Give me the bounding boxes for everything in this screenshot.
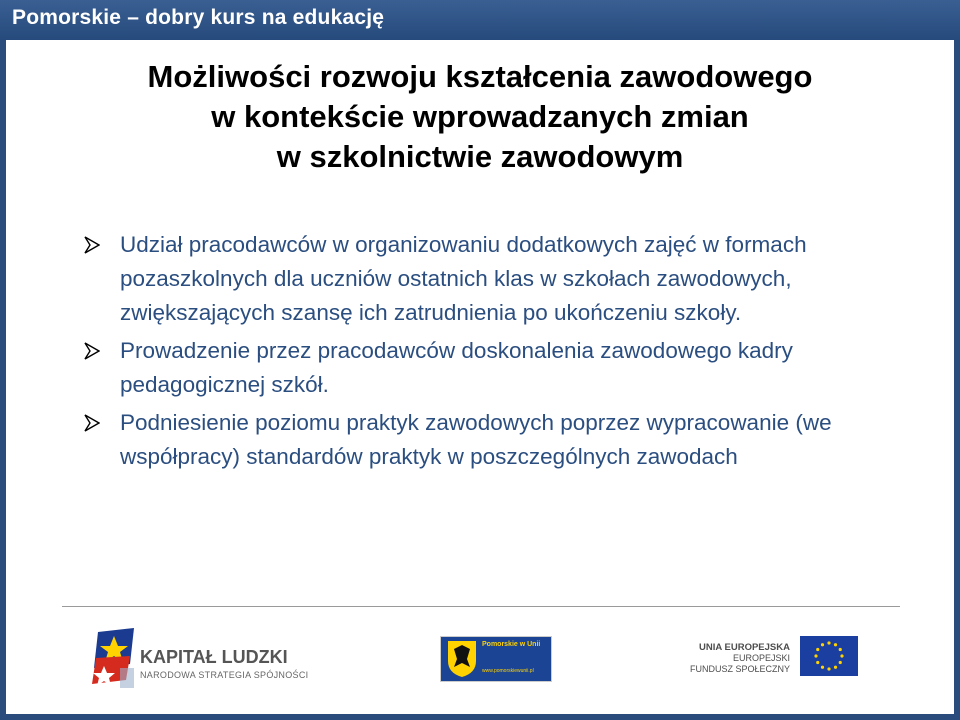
footer-divider [62, 606, 900, 607]
eu-line-1: UNIA EUROPEJSKA [699, 642, 790, 653]
header-title: Pomorskie – dobry kurs na edukację [12, 6, 385, 29]
eu-star [816, 648, 819, 651]
arrowhead-bullet-icon [84, 342, 100, 360]
eu-line-3: FUNDUSZ SPOŁECZNY [690, 664, 791, 674]
eu-star [834, 666, 837, 669]
bullet-item [84, 406, 904, 474]
eu-text-block [690, 642, 790, 675]
eu-star [839, 661, 842, 664]
kapital-ludzki-title: KAPITAŁ LUDZKI [140, 647, 288, 667]
arrowhead-bullet-icon [84, 236, 100, 254]
bullet-list [84, 228, 904, 478]
slide-title-line-3: w szkolnictwie zawodowym [276, 139, 684, 174]
eu-line-2: EUROPEJSKI [732, 653, 790, 663]
slide-title-line-2: w kontekście wprowadzanych zmian [211, 99, 749, 134]
eu-star [814, 654, 817, 657]
header-bar [0, 0, 960, 40]
eu-star [839, 648, 842, 651]
arrowhead-bullet-icon [84, 414, 100, 432]
eu-star [834, 643, 837, 646]
slide-title-line-1: Możliwości rozwoju kształcenia zawodowego [147, 59, 813, 94]
eu-star [827, 641, 830, 644]
slide-title [40, 57, 920, 177]
eu-star [816, 661, 819, 664]
bullet-text: Podniesienie poziomu praktyk zawodowych poprzez wypracowanie (we współpracy) standardów praktyk w poszczególnych zawodach [120, 410, 832, 469]
bullet-item [84, 228, 904, 330]
kapital-ludzki-logo-icon [90, 628, 138, 690]
bullet-item [84, 334, 904, 402]
bullet-text: Udział pracodawców w organizowaniu dodatkowych zajęć w formach pozaszkolnych dla uczniów ostatnich klas w szkołach zawodowych, zwiększających szansę ich zatrudnienia po ukończeniu szkoły. [120, 232, 807, 325]
bullet-text: Prowadzenie przez pracodawców doskonalenia zawodowego kadry pedagogicznej szkół. [120, 338, 793, 397]
eu-star [840, 654, 843, 657]
kapital-ludzki-subtitle: NARODOWA STRATEGIA SPÓJNOŚCI [140, 670, 309, 680]
pomorskie-coat-of-arms-icon [445, 639, 479, 679]
pomorskie-w-unii-url: www.pomorskiewunii.pl [482, 668, 534, 674]
pomorskie-w-unii-title: Pomorskie w Unii [482, 641, 541, 648]
eu-flag-icon [800, 636, 858, 676]
eu-star [827, 667, 830, 670]
eu-star [821, 643, 824, 646]
eu-star [821, 666, 824, 669]
